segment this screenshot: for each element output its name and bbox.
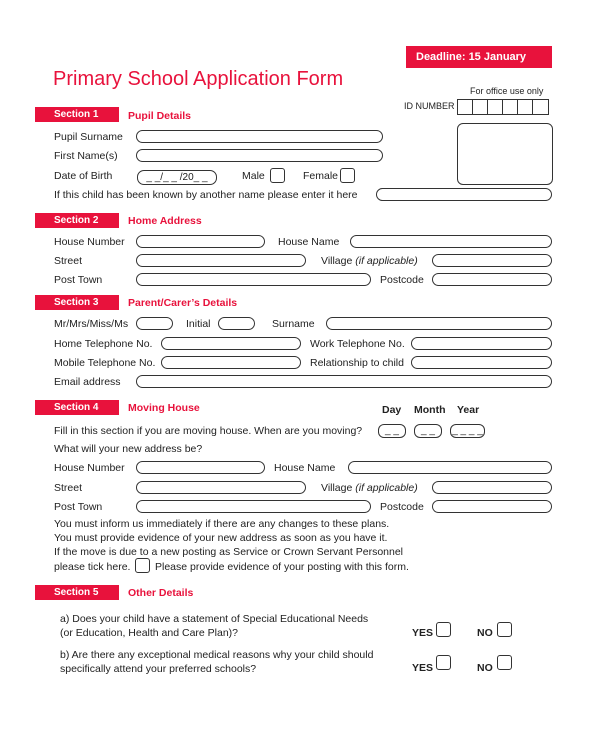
email-label: Email address: [54, 376, 121, 388]
note-posting: If the move is due to a new posting as Service or Crown Servant Personnel: [54, 546, 404, 558]
moving-year-field[interactable]: _ _ _ _: [450, 424, 485, 438]
post-town-label: Post Town: [54, 274, 103, 286]
initial-field[interactable]: [218, 317, 255, 330]
question-b-line-1: b) Are there any exceptional medical reasons why your child should: [60, 649, 374, 661]
page-title: Primary School Application Form: [53, 68, 344, 90]
new-postcode-label: Postcode: [380, 501, 424, 513]
postcode-field[interactable]: [432, 273, 552, 286]
new-postcode-field[interactable]: [432, 500, 552, 513]
service-posting-checkbox[interactable]: [135, 558, 150, 573]
day-header: Day: [382, 404, 402, 416]
question-b-no-label: NO: [477, 662, 493, 674]
village-label: Village (if applicable): [321, 255, 418, 267]
section-4-title: Moving House: [128, 402, 200, 414]
question-b-line-2: specifically attend your preferred schools?: [60, 663, 257, 675]
question-b-no-checkbox[interactable]: [497, 655, 512, 670]
new-post-town-label: Post Town: [54, 501, 103, 513]
dob-field[interactable]: _ _/_ _ /20_ _: [137, 170, 217, 185]
section-5-title: Other Details: [128, 587, 194, 599]
moving-month-field[interactable]: _ _: [414, 424, 442, 438]
moving-question: Fill in this section if you are moving house. When are you moving?: [54, 425, 363, 437]
title-field[interactable]: [136, 317, 173, 330]
village-field[interactable]: [432, 254, 552, 267]
moving-day-field[interactable]: _ _: [378, 424, 406, 438]
house-name-label: House Name: [278, 236, 340, 248]
female-label: Female: [303, 170, 339, 182]
month-header: Month: [414, 404, 446, 416]
initial-label: Initial: [186, 318, 211, 330]
id-number-field[interactable]: [457, 99, 549, 115]
office-use-box: [457, 123, 553, 185]
question-a-no-label: NO: [477, 627, 493, 639]
new-address-label: What will your new address be?: [54, 443, 203, 455]
new-village-label: Village (if applicable): [321, 482, 418, 494]
female-checkbox[interactable]: [340, 168, 355, 183]
male-checkbox[interactable]: [270, 168, 285, 183]
question-b-yes-label: YES: [412, 662, 434, 674]
new-village-field[interactable]: [432, 481, 552, 494]
question-b-yes-checkbox[interactable]: [436, 655, 451, 670]
male-label: Male: [242, 170, 265, 182]
first-names-field[interactable]: [136, 149, 383, 162]
new-house-name-field[interactable]: [348, 461, 552, 474]
work-tel-field[interactable]: [411, 337, 552, 350]
parent-surname-label: Surname: [272, 318, 315, 330]
post-town-field[interactable]: [136, 273, 371, 286]
street-field[interactable]: [136, 254, 306, 267]
dob-label: Date of Birth: [54, 170, 113, 182]
section-1-title: Pupil Details: [128, 110, 192, 122]
title-options-label: Mr/Mrs/Miss/Ms: [54, 318, 129, 330]
section-2-title: Home Address: [128, 215, 202, 227]
new-house-name-label: House Name: [274, 462, 336, 474]
office-use-label: For office use only: [470, 86, 544, 96]
section-1-tag: Section 1: [35, 107, 119, 122]
email-field[interactable]: [136, 375, 552, 388]
question-a-yes-label: YES: [412, 627, 434, 639]
postcode-label: Postcode: [380, 274, 424, 286]
section-2-tag: Section 2: [35, 213, 119, 228]
note-changes: You must inform us immediately if there are any changes to these plans.: [54, 518, 390, 530]
first-names-label: First Name(s): [54, 150, 118, 162]
section-4-tag: Section 4: [35, 400, 119, 415]
note-evidence: You must provide evidence of your new address as soon as you have it.: [54, 532, 388, 544]
posting-evidence-note: Please provide evidence of your posting with this form.: [155, 561, 409, 573]
section-3-tag: Section 3: [35, 295, 119, 310]
pupil-surname-field[interactable]: [136, 130, 383, 143]
home-tel-label: Home Telephone No.: [54, 338, 153, 350]
relationship-label: Relationship to child: [310, 357, 404, 369]
other-name-label: If this child has been known by another name please enter it here: [54, 189, 358, 201]
deadline-banner: Deadline: 15 January 2016: [406, 46, 552, 68]
section-3-title: Parent/Carer’s Details: [128, 297, 238, 309]
new-post-town-field[interactable]: [136, 500, 371, 513]
work-tel-label: Work Telephone No.: [310, 338, 405, 350]
other-name-field[interactable]: [376, 188, 552, 201]
relationship-field[interactable]: [411, 356, 552, 369]
question-a-line-2: (or Education, Health and Care Plan)?: [60, 627, 239, 639]
section-5-tag: Section 5: [35, 585, 119, 600]
house-number-field[interactable]: [136, 235, 265, 248]
tick-here-label: please tick here.: [54, 561, 131, 573]
new-house-number-field[interactable]: [136, 461, 265, 474]
house-number-label: House Number: [54, 236, 125, 248]
home-tel-field[interactable]: [161, 337, 301, 350]
mobile-tel-label: Mobile Telephone No.: [54, 357, 156, 369]
mobile-tel-field[interactable]: [161, 356, 301, 369]
id-number-label: ID NUMBER: [404, 101, 455, 111]
parent-surname-field[interactable]: [326, 317, 552, 330]
pupil-surname-label: Pupil Surname: [54, 131, 123, 143]
question-a-yes-checkbox[interactable]: [436, 622, 451, 637]
new-house-number-label: House Number: [54, 462, 125, 474]
new-street-field[interactable]: [136, 481, 306, 494]
street-label: Street: [54, 255, 83, 267]
house-name-field[interactable]: [350, 235, 552, 248]
new-street-label: Street: [54, 482, 83, 494]
question-a-line-1: a) Does your child have a statement of Special Educational Needs: [60, 613, 369, 625]
question-a-no-checkbox[interactable]: [497, 622, 512, 637]
year-header: Year: [457, 404, 480, 416]
